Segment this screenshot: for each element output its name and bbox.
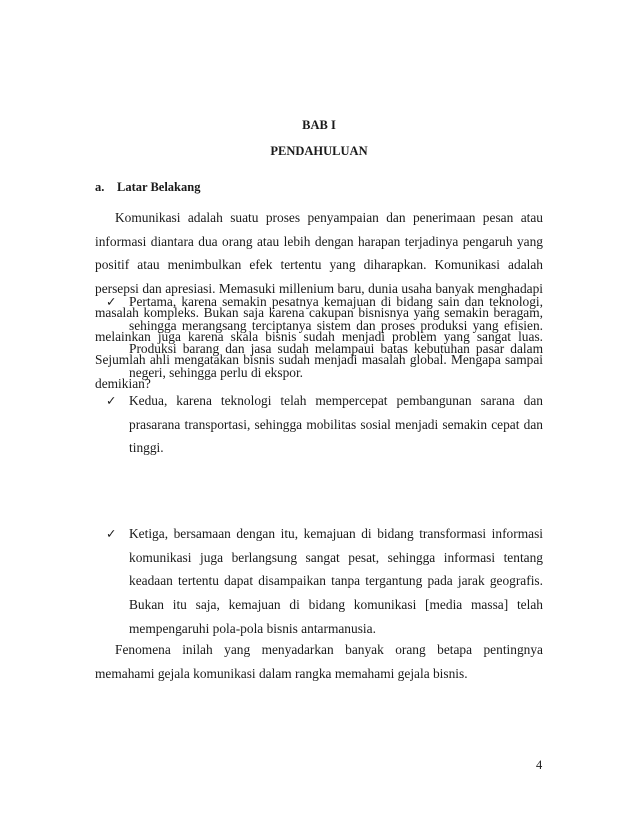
chapter-title: PENDAHULUAN (270, 144, 368, 158)
section-heading (95, 180, 200, 195)
list-item-text: Pertama, karena semakin pesatnya kemajuan di bidang sain dan teknologi, sehingga merangsang terciptanya sistem dan proses produksi yang efisien. Produksi barang dan jasa sudah melampaui batas kebutuhan pasar dalam negeri, sehingga perlu di ekspor. (129, 294, 543, 381)
intro-paragraph: Komunikasi adalah suatu proses penyampaian dan penerimaan pesan atau informasi diantara dua orang atau lebih dengan harapan terjadinya pengaruh yang positif atau menimbulkan efek tertentu yang diharapkan. Komunikasi adalah persepsi dan apresiasi. Memasuki millenium baru, dunia usaha banyak menghadapi masalah kompleks. Bukan saja karena cakupan bisnisnya yang semakin beragam, melainkan juga karena skala bisnis sudah menjadi problem yang sangat luas. Sejumlah ahli mengatakan bisnis sudah menjadi masalah global. Mengapa sampai demikian? (95, 210, 543, 391)
check-mark-icon: ✓ (106, 526, 117, 541)
bullet-list (106, 290, 543, 460)
list-item-text: Kedua, karena teknologi telah mempercepat pembangunan sarana dan prasarana transportasi, sehingga mobilitas sosial menjadi semakin cepat dan tinggi. (129, 392, 543, 456)
page-number: 4 (536, 758, 543, 772)
list-item (106, 389, 543, 460)
check-mark-icon: ✓ (106, 294, 117, 309)
list-item-text: Ketiga, bersamaan dengan itu, kemajuan di bidang transformasi informasi komunikasi juga berlangsung sangat pesat, sehingga informasi tentang keadaan tertentu dapat disampaikan tanpa tergantung pada jarak geografis. Bukan itu saja, kemajuan di bidang komunikasi [media massa] telah mempengaruhi pola-pola bisnis antarmanusia. (129, 526, 543, 636)
chapter-label: BAB I (302, 118, 336, 132)
closing-paragraph: Fenomena inilah yang menyadarkan banyak orang betapa pentingnya memahami gejala komunikasi dalam rangka memahami gejala bisnis. (95, 642, 543, 681)
section-title: Latar Belakang (117, 180, 201, 194)
section-letter: a. (95, 180, 105, 194)
bullet-list (106, 522, 543, 641)
list-item (106, 522, 543, 641)
list-item (106, 290, 543, 385)
check-mark-icon: ✓ (106, 392, 117, 408)
